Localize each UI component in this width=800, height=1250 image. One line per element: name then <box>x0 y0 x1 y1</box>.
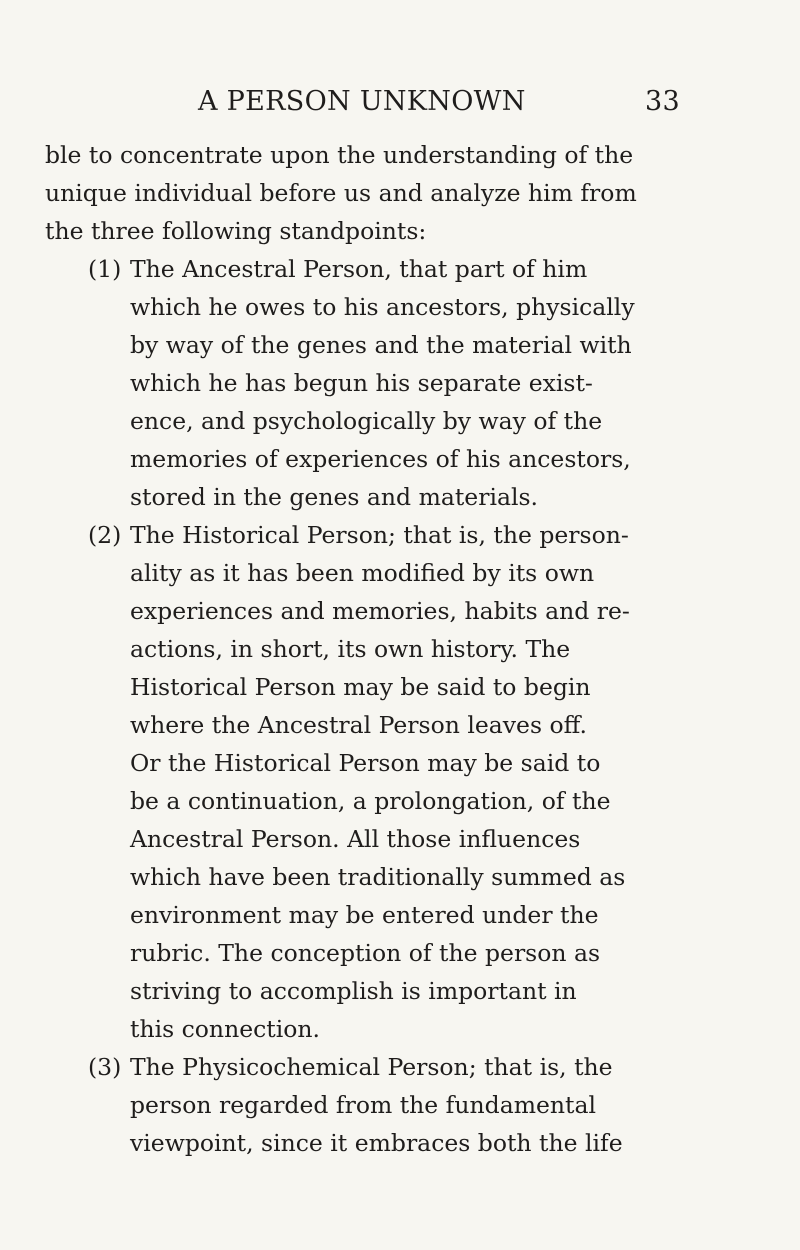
item-line: environment may be entered under the <box>130 901 599 929</box>
item-line: actions, in short, its own history. The <box>130 635 571 663</box>
page-number: 33 <box>645 86 680 117</box>
item-line: be a continuation, a prolongation, of the <box>130 787 611 815</box>
item-line: Ancestral Person. All those influences <box>130 825 581 853</box>
item-line: The Physicochemical Person; that is, the <box>130 1053 613 1081</box>
item-line: person regarded from the fundamental <box>130 1091 596 1119</box>
item-line: The Historical Person; that is, the person- <box>130 521 629 549</box>
item-line: Historical Person may be said to begin <box>130 673 591 701</box>
body-line: the three following standpoints: <box>45 217 427 245</box>
item-line: this connection. <box>130 1015 320 1043</box>
item-line: where the Ancestral Person leaves off. <box>130 711 587 739</box>
item-line: The Ancestral Person, that part of him <box>130 255 588 283</box>
item-line: which have been traditionally summed as <box>130 863 626 891</box>
item-line: striving to accomplish is important in <box>130 977 577 1005</box>
running-title: A PERSON UNKNOWN <box>198 86 526 117</box>
item-line: memories of experiences of his ancestors, <box>130 445 631 473</box>
item-line: Or the Historical Person may be said to <box>130 749 601 777</box>
item-number: (1) <box>88 255 122 283</box>
item-number: (2) <box>88 521 122 549</box>
running-head <box>198 86 680 126</box>
item-line: viewpoint, since it embraces both the life <box>130 1129 623 1157</box>
item-line: rubric. The conception of the person as <box>130 939 601 967</box>
item-number: (3) <box>88 1053 122 1081</box>
item-line: which he owes to his ancestors, physically <box>130 293 635 321</box>
item-line: ence, and psychologically by way of the <box>130 407 603 435</box>
body-line: ble to concentrate upon the understanding of the <box>45 141 634 169</box>
item-line: by way of the genes and the material with <box>130 331 632 359</box>
body-line: unique individual before us and analyze him from <box>45 179 637 207</box>
item-line: which he has begun his separate exist- <box>130 369 593 397</box>
item-line: experiences and memories, habits and re- <box>130 597 630 625</box>
item-line: stored in the genes and materials. <box>130 483 539 511</box>
item-line: ality as it has been modified by its own <box>130 559 595 587</box>
